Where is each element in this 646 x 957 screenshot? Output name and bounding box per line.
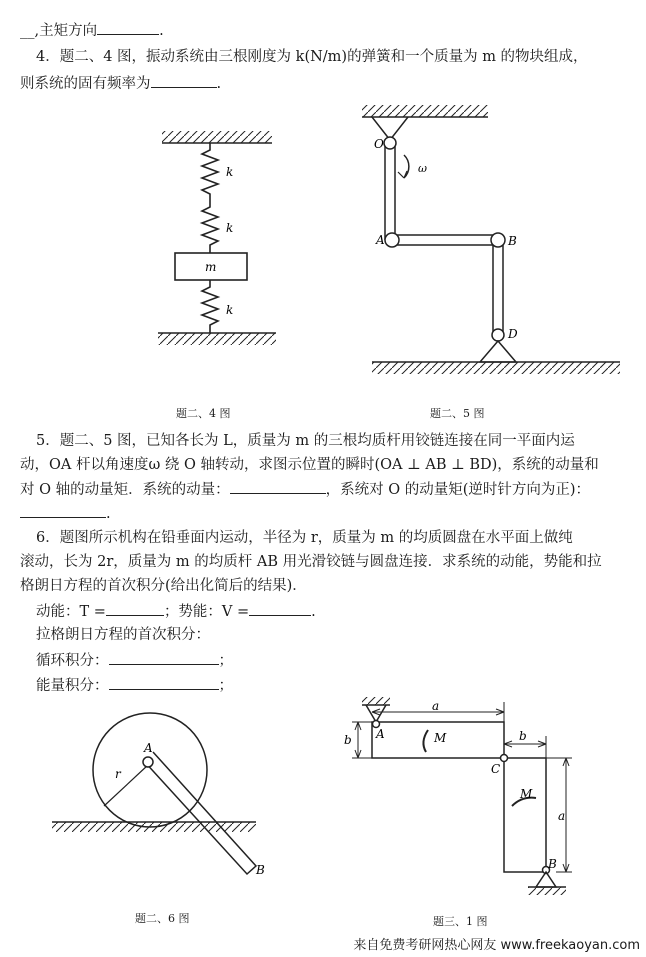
joint-D	[492, 329, 504, 341]
label-omega: ω	[418, 162, 427, 175]
spring-middle	[202, 200, 218, 253]
label-A-fig6: A	[144, 741, 153, 755]
label-B-fig31: B	[548, 857, 557, 871]
q6-line-3: 格朗日方程的首次积分(给出化简后的结果)．	[20, 578, 307, 594]
label-O: O	[374, 137, 384, 151]
caption-fig2-5: 题二、5 图	[430, 407, 485, 420]
label-b-left: b	[344, 733, 352, 747]
rod-AB	[395, 235, 497, 245]
rod-AB-fig6	[143, 752, 256, 874]
q6-energy-label: 能量积分：	[36, 678, 109, 694]
label-B-fig6: B	[256, 863, 265, 877]
label-B-fig5: B	[508, 234, 517, 248]
joint-B	[491, 233, 505, 247]
bottom-right-support	[528, 872, 566, 895]
q5-line-3-text: 对 O 轴的动量矩．系统的动量：	[20, 482, 230, 498]
label-k3: k	[226, 303, 234, 317]
q6-cyclic-label: 循环积分：	[36, 653, 109, 669]
label-M2: M	[520, 787, 533, 801]
q4-line-2-end: .	[216, 76, 222, 92]
q6-kinetic-label: 动能：T =	[36, 604, 106, 620]
figure-2-5-rods	[362, 105, 620, 374]
label-m: m	[205, 260, 217, 274]
q6-energy-end: ；	[218, 678, 233, 694]
label-r: r	[115, 767, 121, 781]
figure-2-6-disk-rod	[52, 713, 256, 874]
line-0-end: .	[159, 23, 164, 39]
q5-line-4-end: .	[106, 506, 111, 522]
label-b-right: b	[519, 729, 527, 743]
q6-potential-label: ；势能：V =	[163, 604, 250, 620]
q5-line-2: 动，OA 杆以角速度ω 绕 O 轴转动，求图示位置的瞬时(OA ⊥ AB ⊥ BD)，系统的动量和	[20, 457, 599, 473]
figure-2-4-spring-mass	[158, 131, 276, 345]
q6-line-5: 拉格朗日方程的首次积分：	[36, 627, 210, 643]
label-k2: k	[226, 221, 234, 235]
rod-BD	[493, 245, 503, 333]
q6-line-2: 滚动，长为 2r，质量为 m 的均质杆 AB 用光滑铰链与圆盘连接．求系统的动能，势能和拉	[20, 554, 602, 570]
label-a-right: a	[558, 809, 566, 823]
caption-fig3-1: 题三、1 图	[433, 915, 488, 928]
disk	[93, 713, 207, 827]
q6-cyclic-end: ；	[218, 653, 233, 669]
q4-line-2-text: 则系统的固有频率为	[20, 76, 151, 92]
radius-line	[104, 765, 148, 806]
floor-hatch	[158, 333, 276, 345]
caption-fig2-4: 题二、4 图	[176, 407, 231, 420]
label-A-fig5: A	[376, 233, 385, 247]
ground	[52, 822, 256, 832]
label-D-fig5: D	[508, 327, 518, 341]
source-footer: 来自免费考研网热心网友 www.freekaoyan.com	[353, 938, 640, 953]
ceiling-hatch	[162, 131, 272, 143]
joint-O	[384, 137, 396, 149]
dimension-b-left	[352, 722, 372, 758]
spring-bottom	[202, 280, 218, 333]
label-M1: M	[434, 731, 447, 745]
line-0-text: __,主矩方向	[20, 23, 98, 39]
joint-C	[501, 755, 508, 762]
rod-OA	[385, 145, 395, 240]
joint-A	[385, 233, 399, 247]
plate-vertical	[504, 758, 546, 872]
omega-arrow	[404, 155, 409, 178]
label-k1: k	[226, 165, 234, 179]
caption-fig2-6: 题二、6 图	[135, 912, 190, 925]
spring-top	[202, 143, 218, 200]
label-a-top: a	[432, 699, 440, 713]
q4-line-1: 4．题二、4 图，振动系统由三根刚度为 k(N/m)的弹簧和一个质量为 m 的物块组成，	[36, 49, 588, 65]
joint-A-fig6	[143, 757, 153, 767]
q6-line-1: 6．题图所示机构在铅垂面内运动，半径为 r，质量为 m 的均质圆盘在水平面上做纯	[36, 530, 573, 546]
figure-3-1-plates	[352, 697, 572, 895]
top-support	[362, 105, 488, 140]
label-A-fig31: A	[376, 727, 385, 741]
moment-M1-arrow	[423, 730, 428, 752]
label-C: C	[491, 762, 501, 776]
bottom-support	[372, 341, 620, 374]
q5-line-3-text-2: ，系统对 O 的动量矩(逆时针方向为正)：	[325, 482, 591, 498]
top-left-support	[362, 697, 390, 722]
q5-line-1: 5．题二、5 图，已知各长为 L，质量为 m 的三根均质杆用铰链连接在同一平面内运	[36, 433, 575, 449]
q6-line-4-end: .	[311, 604, 316, 620]
